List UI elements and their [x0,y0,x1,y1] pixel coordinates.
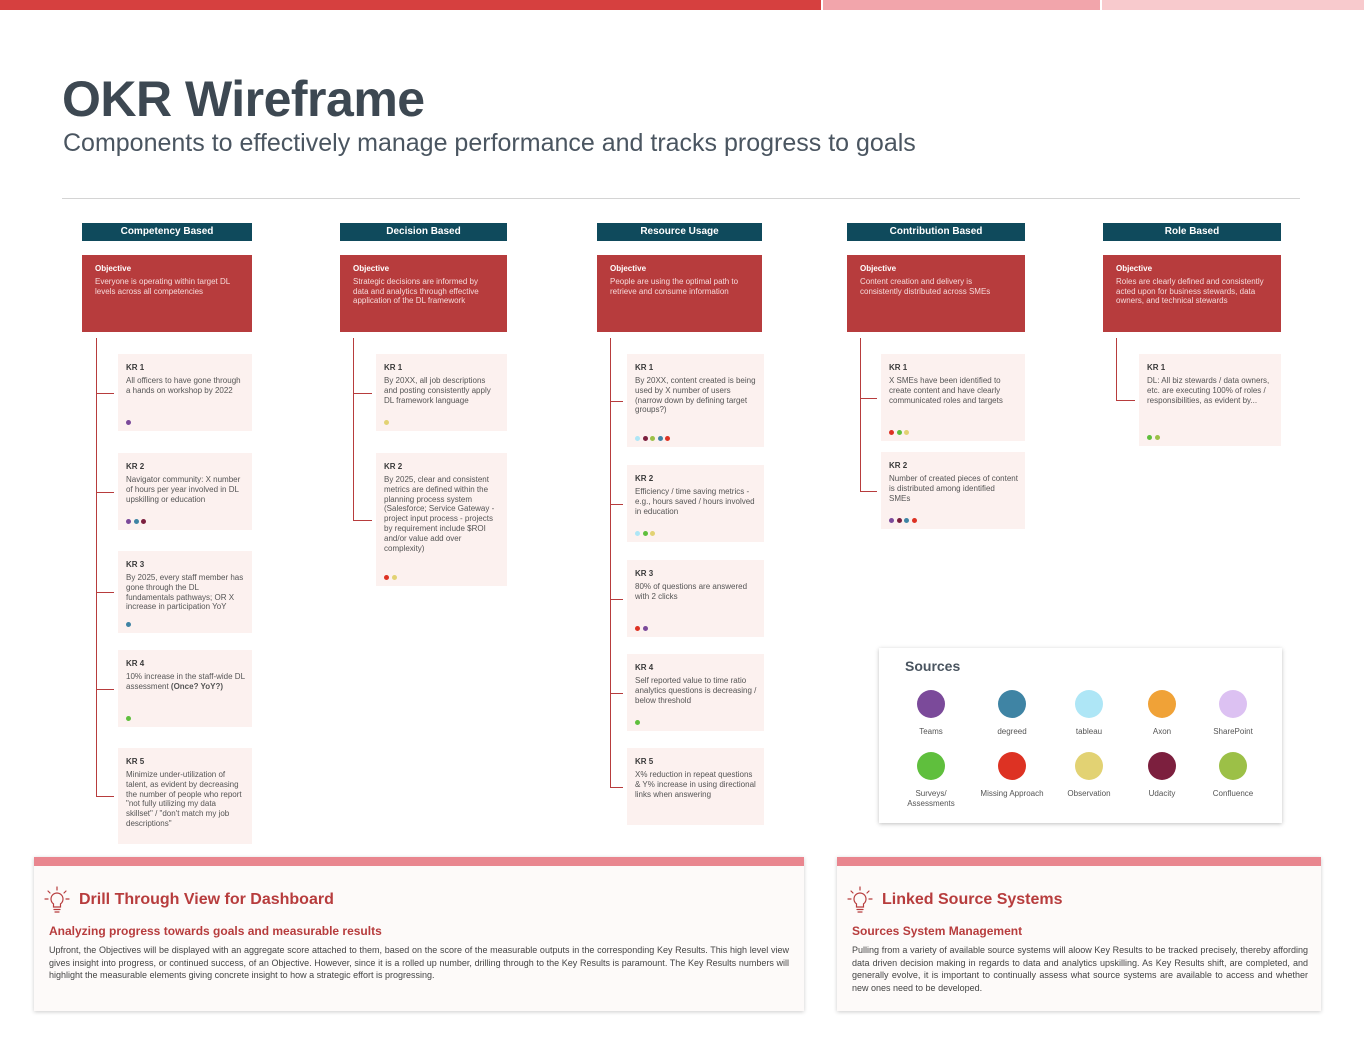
key-result-card [881,354,1025,441]
lightbulb-icon [44,885,70,915]
kr-text [889,376,1018,405]
connector-branch [1116,400,1135,401]
source-item [1198,752,1268,799]
source-dot [650,436,655,441]
source-dot [897,430,902,435]
kr-text-body: Efficiency / time saving metrics - e.g., hours saved / hours involved in education [635,487,755,516]
kr-label: KR 5 [126,757,145,766]
key-result-card [118,354,252,431]
source-dot [384,420,389,425]
kr-label: KR 1 [889,363,908,372]
top-accent-bar [823,0,1100,10]
source-dots [635,531,655,536]
category-header: Resource Usage [597,223,762,241]
objective-text: People are using the optimal path to retrieve and consume information [610,277,739,296]
source-dot [643,531,648,536]
source-dots [635,626,648,631]
source-dot [658,436,663,441]
source-dot [635,720,640,725]
connector-branch [96,393,114,394]
objective-card [847,255,1025,332]
source-dots [889,518,917,523]
kr-label: KR 1 [635,363,654,372]
source-item [977,752,1047,799]
key-result-card [627,748,764,825]
connector-branch [610,504,623,505]
connector-line [860,338,861,491]
kr-text [635,582,757,602]
key-result-card [627,654,764,731]
key-result-card [881,452,1025,529]
source-dot [126,622,131,627]
kr-text-body: By 20XX, content created is being used by X number of users (narrow down by defining target groups?) [635,376,756,415]
source-dot [904,430,909,435]
kr-text-body: Navigator community: X number of hours per year involved in DL upskilling or education [126,475,241,504]
kr-label: KR 4 [126,659,145,668]
linked-sources-panel [837,857,1321,1011]
source-label: degreed [997,727,1027,736]
connector-line [1116,338,1117,400]
connector-branch [96,796,114,797]
source-label: Missing Approach [980,789,1044,798]
kr-label: KR 3 [126,560,145,569]
source-dot [126,716,131,721]
source-swatch [1075,690,1103,718]
source-item [1054,752,1124,799]
source-dots [126,716,131,721]
objective-text: Everyone is operating within target DL levels across all competencies [95,277,230,296]
source-swatch [1219,690,1247,718]
connector-branch [96,592,114,593]
source-label: Confluence [1212,789,1254,798]
kr-label: KR 2 [635,474,654,483]
panel-body: Upfront, the Objectives will be displayed with an aggregate score attached to them, based on the score of the measurable outputs in the corresponding Key Results. This high level view gives insight into progress, or continued success, of an Objective. However, since it is a rolled up number, drilling through to the Key Results is paramount. The Key Results numbers will highlight the measurable elements giving concrete insight to how a strategic effort is progressing. [49,945,789,981]
kr-text [126,770,245,829]
objective-label: Objective [1116,264,1153,273]
source-label: Axon [1152,727,1172,736]
key-result-card [118,453,252,530]
source-dot [392,575,397,580]
source-dots [126,622,131,627]
source-dot [384,575,389,580]
source-dots [384,575,397,580]
objective-label: Objective [610,264,647,273]
source-label: Observation [1067,789,1111,798]
source-dots [126,519,146,524]
connector-branch [610,401,623,402]
source-dots [384,420,389,425]
kr-label: KR 2 [126,462,145,471]
connector-branch [96,492,114,493]
kr-label: KR 1 [1147,363,1166,372]
source-item [1198,690,1268,737]
connector-branch [353,520,372,521]
source-dots [126,420,131,425]
source-item [1127,690,1197,737]
top-accent-bar [1102,0,1364,10]
source-dots [635,720,640,725]
kr-text-body: 80% of questions are answered with 2 clicks [635,582,748,601]
kr-label: KR 5 [635,757,654,766]
category-header: Competency Based [82,223,252,241]
connector-branch [860,491,877,492]
kr-text-body: By 20XX, all job descriptions and posting consistently apply DL framework language [384,376,491,405]
key-result-card [376,453,507,586]
kr-label: KR 2 [889,461,908,470]
objective-label: Objective [353,264,390,273]
kr-text-emphasis: (Once? YoY?) [168,681,224,691]
kr-label: KR 2 [384,462,403,471]
source-label: tableau [1075,727,1103,736]
lightbulb-icon [847,885,873,915]
kr-text-body: Number of created pieces of content is distributed among identified SMEs [889,474,1018,503]
source-dots [889,430,909,435]
source-dot [904,518,909,523]
source-dot [650,531,655,536]
source-dot [635,436,640,441]
objective-text: Strategic decisions are informed by data and analytics through effective application of the DL framework [353,277,479,306]
source-item [896,752,966,808]
kr-text [635,487,757,516]
kr-text-body: All officers to have gone through a hands on workshop by 2022 [126,376,241,395]
source-swatch [1148,690,1176,718]
kr-text-body: 10% increase in the staff-wide DL assessment [126,672,245,691]
source-swatch [998,690,1026,718]
source-dot [912,518,917,523]
page-subtitle: Components to effectively manage performance and tracks progress to goals [63,129,916,157]
kr-text-body: By 2025, every staff member has gone through the DL fundamentals pathways; OR X increase in participation YoY [126,573,244,612]
source-dot [1155,435,1160,440]
kr-text-body: DL: All biz stewards / data owners, etc. are executing 100% of roles / responsibilities, as evident by... [1147,376,1270,405]
connector-branch [860,398,877,399]
source-dots [1147,435,1160,440]
kr-text-body: Minimize under-utilization of talent, as evident by decreasing the number of people who report "not fully utilizing my data skillset" / "don't match my job descriptions" [126,770,242,828]
drill-through-panel [34,857,804,1011]
connector-branch [610,787,623,788]
source-label: Surveys/ Assessments [907,789,955,808]
source-dot [643,626,648,631]
source-dot [126,519,131,524]
objective-card [597,255,762,332]
connector-branch [353,393,372,394]
connector-line [353,338,354,520]
source-dot [635,626,640,631]
kr-text-body: Self reported value to time ratio analytics questions is decreasing / below threshold [635,676,757,705]
kr-label: KR 4 [635,663,654,672]
panel-subtitle: Analyzing progress towards goals and measurable results [49,924,382,938]
kr-text [889,474,1018,503]
source-label: SharePoint [1213,727,1253,736]
kr-text-body: X SMEs have been identified to create content and have clearly communicated roles and targets [889,376,1003,405]
key-result-card [627,560,764,637]
kr-text [384,475,500,553]
source-item [1127,752,1197,799]
kr-text [126,475,245,504]
category-header: Decision Based [340,223,507,241]
kr-text [635,770,757,799]
source-swatch [1075,752,1103,780]
panel-accent-bar [837,857,1321,866]
key-result-card [118,551,252,633]
objective-card [82,255,252,332]
key-result-card [118,650,252,727]
key-result-card [627,354,764,447]
source-dot [889,518,894,523]
source-swatch [917,690,945,718]
connector-line [96,338,97,796]
kr-text [635,376,757,415]
key-result-card [376,354,507,431]
source-dot [643,436,648,441]
source-swatch [1148,752,1176,780]
panel-body: Pulling from a variety of available source systems will aloow Key Results to be tracked precisely, thereby affording data driven decision making in regards to data and analytics upskilling. As Key Results shift, are completed, and generally evolve, it is important to continually assess what source systems are available to access and whether new ones need to be developed. [852,945,1308,993]
kr-label: KR 1 [384,363,403,372]
kr-label: KR 1 [126,363,145,372]
source-dot [665,436,670,441]
kr-text-body: By 2025, clear and consistent metrics are defined within the planning process system (Salesforce; Service Gateway - project input process - projects by requirement include $ROI and/or value add over complexity) [384,475,495,553]
objective-label: Objective [860,264,897,273]
key-result-card [627,465,764,542]
connector-line [610,338,611,787]
connector-branch [96,689,114,690]
source-dot [141,519,146,524]
page-title: OKR Wireframe [62,71,425,127]
objective-card [340,255,507,332]
kr-text-body: X% reduction in repeat questions & Y% increase in using directional links when answering [635,770,756,799]
source-dot [897,518,902,523]
connector-branch [610,599,623,600]
source-label: Udacity [1148,789,1176,798]
connector-branch [610,693,623,694]
source-dot [1147,435,1152,440]
category-header: Contribution Based [847,223,1025,241]
objective-label: Objective [95,264,132,273]
source-dot [134,519,139,524]
source-dot [889,430,894,435]
panel-title: Drill Through View for Dashboard [79,891,334,908]
key-result-card [1139,354,1281,446]
category-header: Role Based [1103,223,1281,241]
source-item [1054,690,1124,737]
source-item [977,690,1047,737]
source-label: Teams [919,727,943,736]
kr-label: KR 3 [635,569,654,578]
source-swatch [1219,752,1247,780]
kr-text [126,376,245,396]
panel-subtitle: Sources System Management [852,924,1023,938]
kr-text [126,573,245,612]
source-item [896,690,966,737]
kr-text [1147,376,1274,405]
divider [62,198,1300,199]
panel-accent-bar [34,857,804,866]
key-result-card [118,748,252,844]
kr-text [384,376,500,405]
objective-text: Roles are clearly defined and consistently acted upon for business stewards, data owners, and technical stewards [1116,277,1264,306]
sources-title: Sources [905,658,961,674]
panel-title: Linked Source Systems [882,891,1063,908]
source-swatch [917,752,945,780]
source-swatch [998,752,1026,780]
source-dot [635,531,640,536]
objective-card [1103,255,1281,332]
source-dots [635,436,670,441]
objective-text: Content creation and delivery is consistently distributed across SMEs [860,277,991,296]
top-accent-bar [0,0,821,10]
kr-text [635,676,757,705]
source-dot [126,420,131,425]
kr-text [126,672,245,692]
sources-legend [879,648,1282,823]
